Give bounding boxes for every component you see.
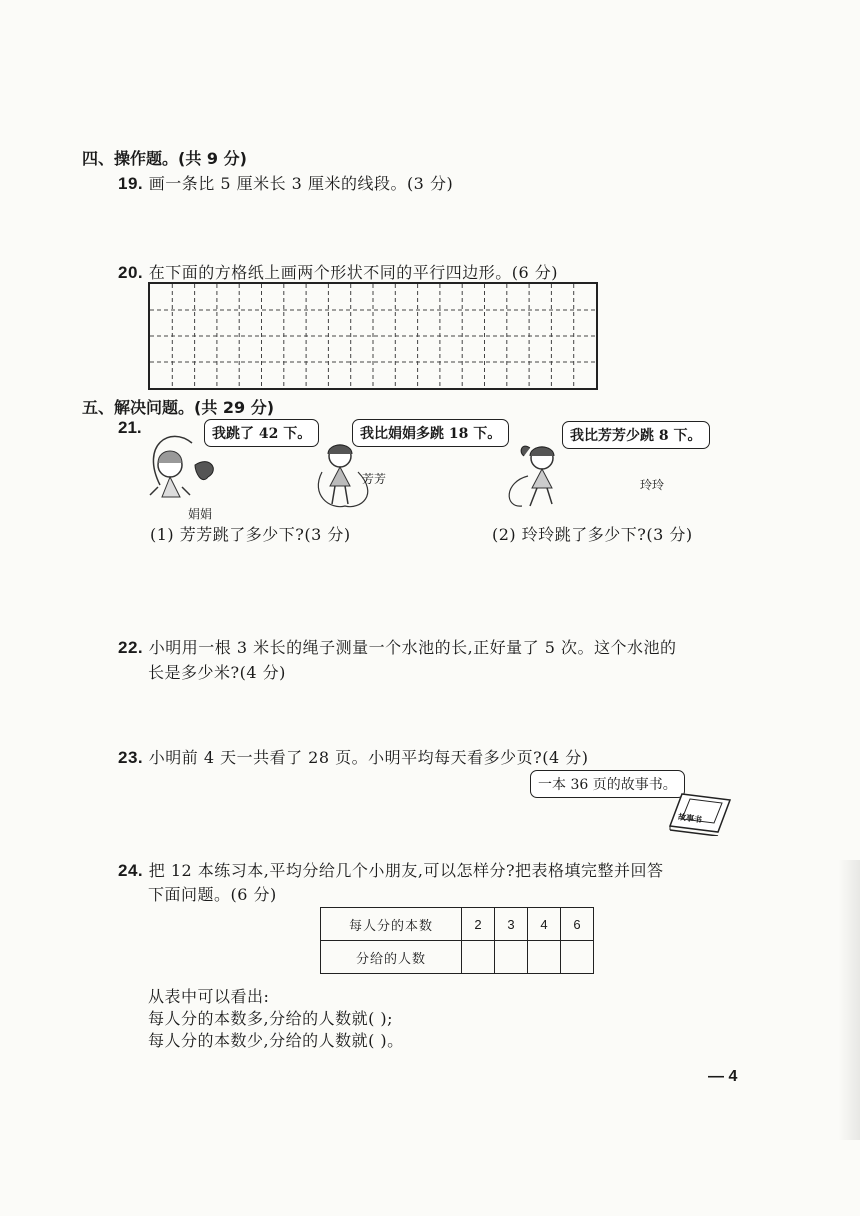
- name-juanjuan: 娟娟: [188, 507, 213, 521]
- bubble-juanjuan: 我跳了 42 下。: [204, 419, 319, 447]
- question-22-line2: 长是多少米?(4 分): [148, 663, 286, 682]
- question-23-number: 23.: [118, 748, 144, 767]
- table-cell: 4: [528, 908, 561, 941]
- question-20: [118, 260, 558, 283]
- table-header-books-per-person: 每人分的本数: [321, 908, 462, 941]
- question-24-line1: 把 12 本练习本,平均分给几个小朋友,可以怎样分?把表格填完整并回答: [148, 861, 664, 880]
- question-24-line2: 下面问题。(6 分): [148, 885, 277, 904]
- question-22-number: 22.: [118, 638, 144, 657]
- bubble-lingling: 我比芳芳少跳 8 下。: [562, 421, 710, 449]
- girl-lingling-illustration: [500, 442, 580, 512]
- table-blank-cell[interactable]: [528, 941, 561, 974]
- conclusion-intro: 从表中可以看出:: [148, 987, 270, 1006]
- table-header-people-count: 分给的人数: [321, 941, 462, 974]
- table-cell: 2: [462, 908, 495, 941]
- book-speech-bubble: 一本 36 页的故事书。: [530, 770, 685, 798]
- table-row: [321, 908, 594, 941]
- conclusion-fewer: 每人分的本数少,分给的人数就( )。: [148, 1031, 404, 1050]
- table-row: [321, 941, 594, 974]
- question-23-text: 小明前 4 天一共看了 28 页。小明平均每天看多少页?(4 分): [148, 748, 589, 767]
- question-19-text: 画一条比 5 厘米长 3 厘米的线段。(3 分): [148, 174, 454, 193]
- table-cell: 6: [561, 908, 594, 941]
- question-21-sub2: (2) 玲玲跳了多少下?(3 分): [492, 525, 693, 544]
- question-24: [118, 858, 664, 881]
- section-5-title: 五、解决问题。(共 29 分): [82, 398, 275, 417]
- girl-juanjuan-illustration: [140, 425, 240, 505]
- table-blank-cell[interactable]: [462, 941, 495, 974]
- sharing-table: [320, 907, 594, 974]
- section-4-title: 四、操作题。(共 9 分): [82, 149, 247, 168]
- scan-shadow: [838, 860, 860, 1140]
- question-20-number: 20.: [118, 263, 144, 282]
- grid-lines: [150, 284, 596, 388]
- question-21-sub1: (1) 芳芳跳了多少下?(3 分): [150, 525, 351, 544]
- page-number: — 4: [708, 1068, 738, 1085]
- name-fangfang: 芳芳: [362, 472, 387, 486]
- question-22: [118, 635, 677, 658]
- question-24-number: 24.: [118, 861, 144, 880]
- question-21-number: 21.: [118, 418, 142, 437]
- question-19-number: 19.: [118, 174, 144, 193]
- bubble-fangfang: 我比娟娟多跳 18 下。: [352, 419, 509, 447]
- table-cell: 3: [495, 908, 528, 941]
- question-19: [118, 171, 453, 194]
- conclusion-more: 每人分的本数多,分给的人数就( );: [148, 1009, 394, 1028]
- question-22-line1: 小明用一根 3 米长的绳子测量一个水池的长,正好量了 5 次。这个水池的: [148, 638, 677, 657]
- question-23: [118, 745, 588, 768]
- table-blank-cell[interactable]: [495, 941, 528, 974]
- storybook-cover-text: 故事书: [677, 811, 703, 825]
- name-lingling: 玲玲: [640, 478, 665, 492]
- question-20-text: 在下面的方格纸上画两个形状不同的平行四边形。(6 分): [148, 263, 558, 282]
- grid-paper[interactable]: [148, 282, 598, 390]
- table-blank-cell[interactable]: [561, 941, 594, 974]
